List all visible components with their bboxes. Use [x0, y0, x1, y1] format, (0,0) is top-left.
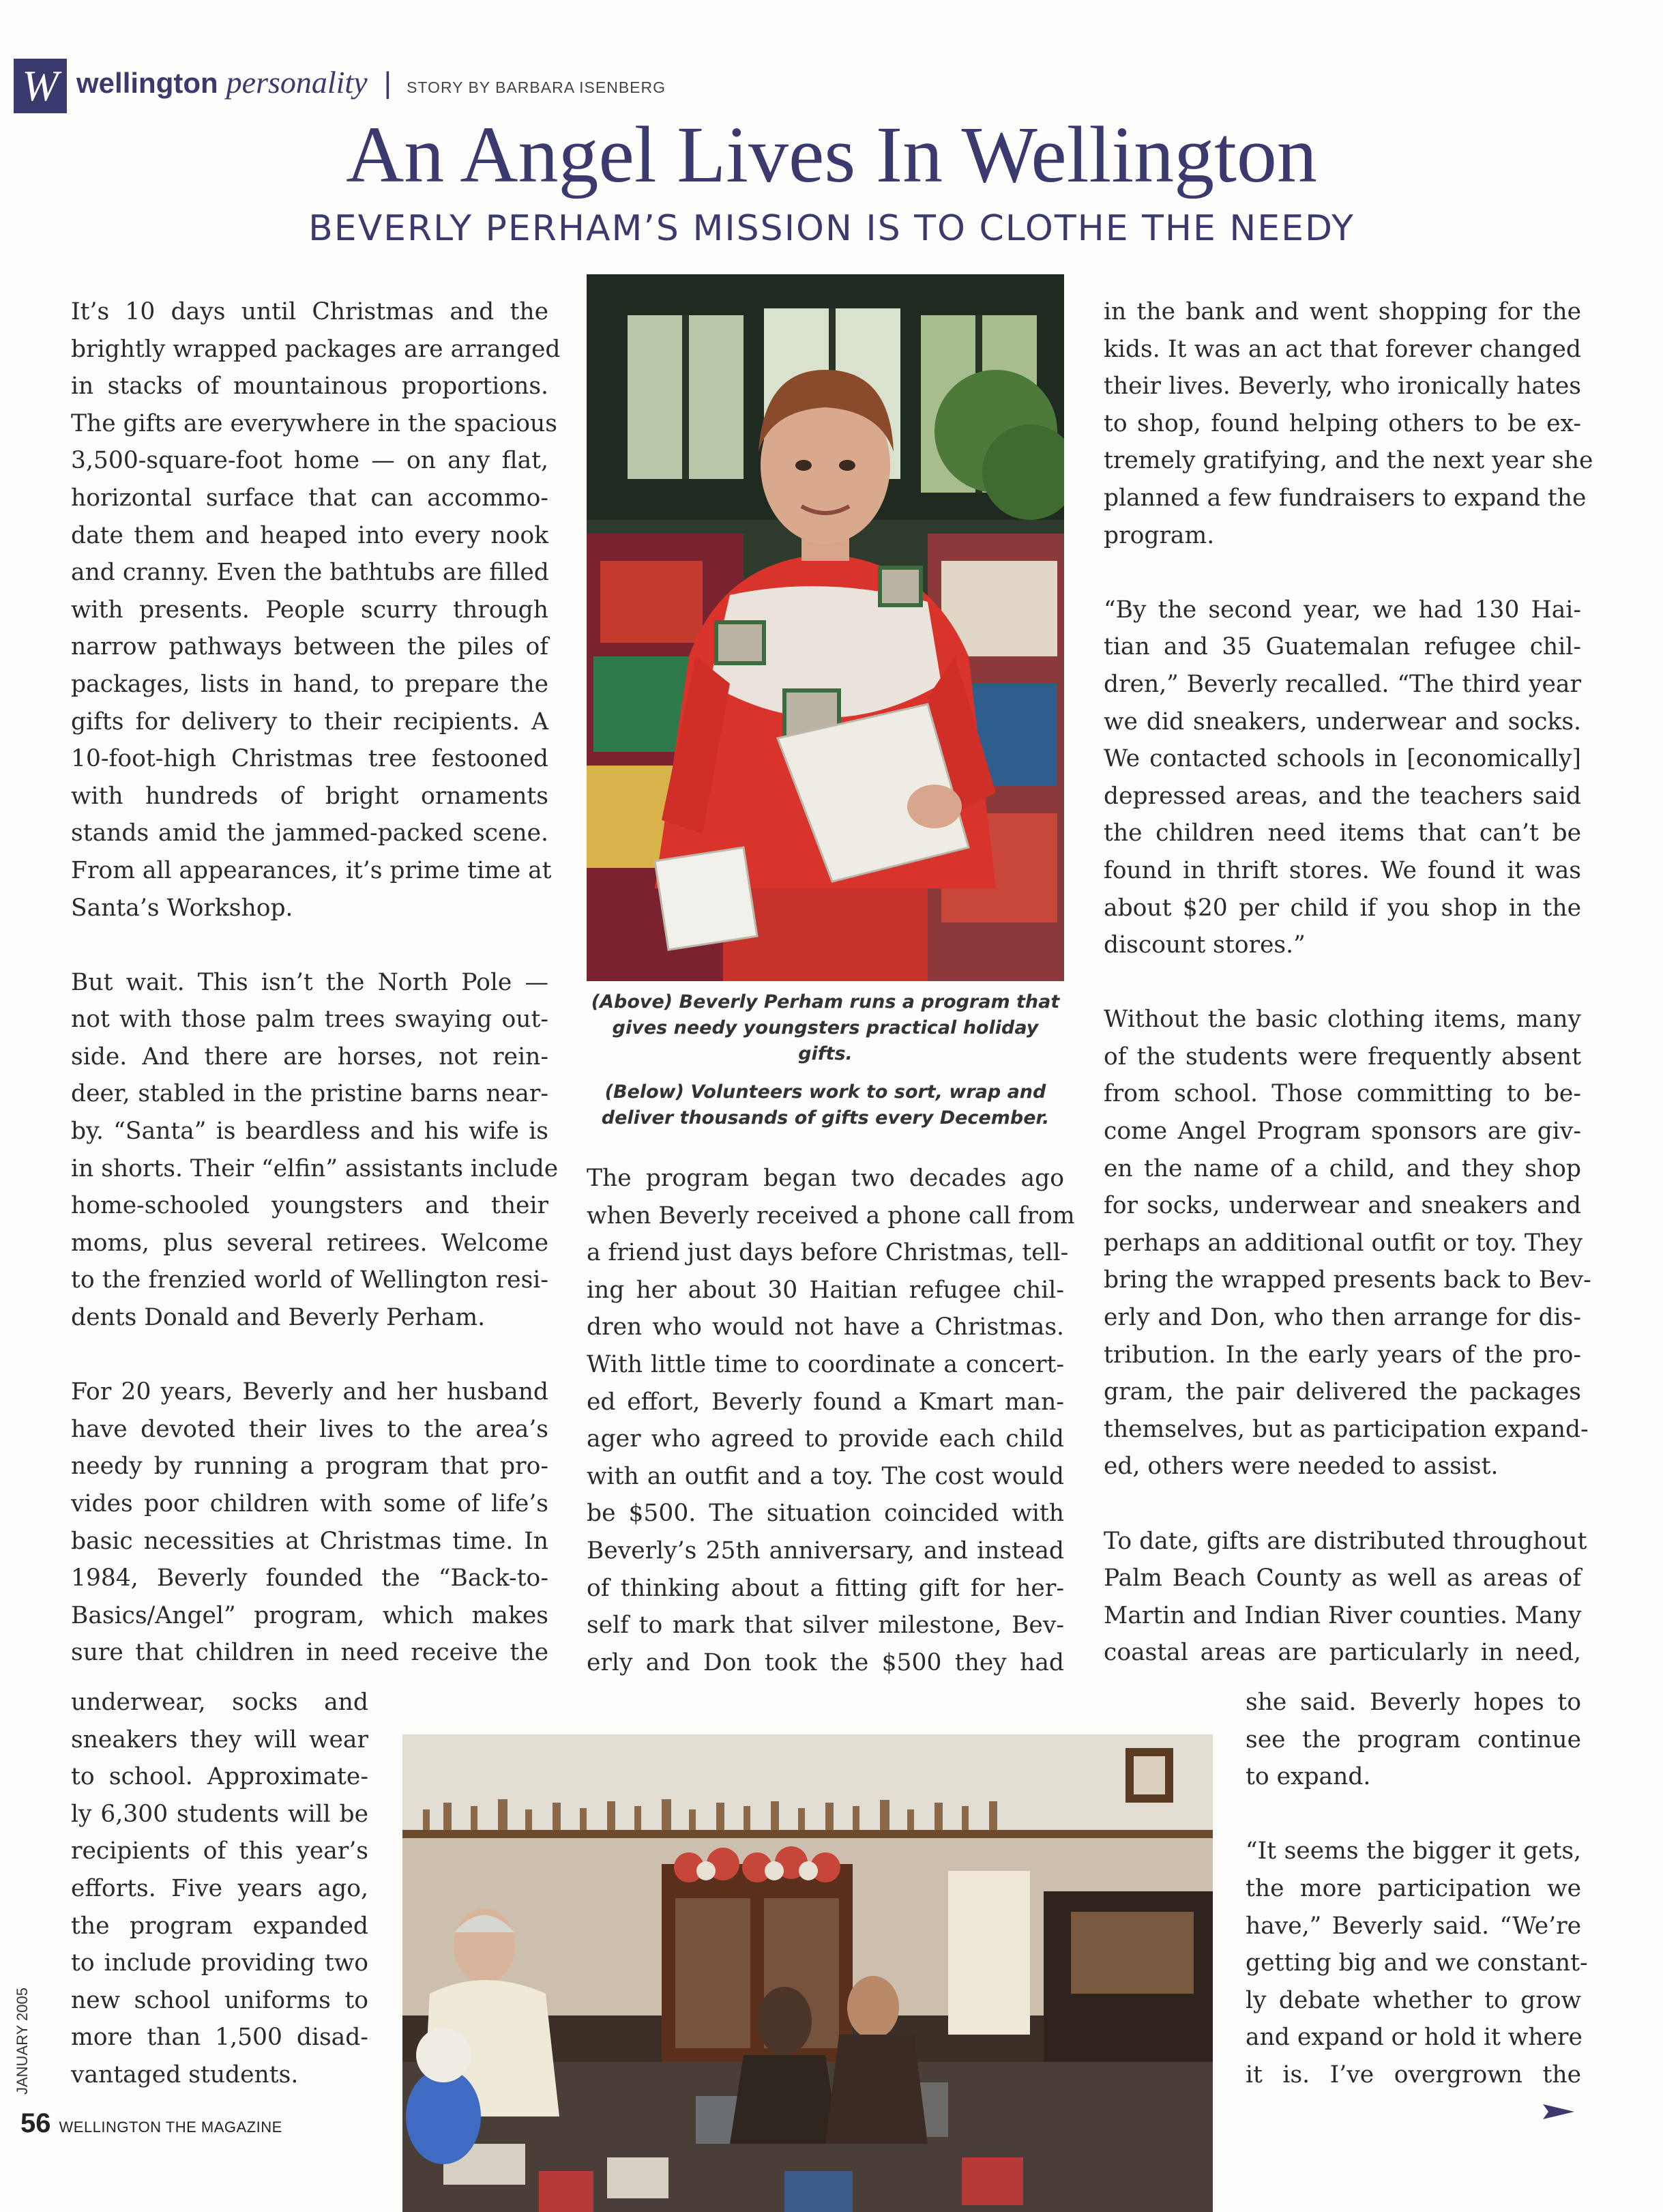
text-line: to expand.	[1246, 1763, 1371, 1791]
text-line: depressed areas, and the teachers said	[1104, 782, 1581, 810]
text-line: with presents. People scurry through	[71, 596, 548, 624]
text-line: moms, plus several retirees. Welcome	[71, 1229, 548, 1257]
text-line: It’s 10 days until Christmas and the	[71, 298, 548, 325]
text-line: in stacks of mountainous proportions.	[71, 373, 548, 401]
text-line: Without the basic clothing items, many	[1104, 1006, 1581, 1034]
text-line: For 20 years, Beverly and her husband	[71, 1378, 548, 1406]
text-line: From all appearances, it’s prime time at	[71, 856, 552, 884]
text-line: The program began two decades ago	[587, 1165, 1064, 1192]
text-line: come Angel Program sponsors are giv-	[1104, 1118, 1581, 1146]
text-line: program.	[1104, 521, 1215, 549]
text-line: Palm Beach County as well as areas of	[1104, 1565, 1581, 1592]
text-line: their lives. Beverly, who ironically hates	[1104, 373, 1581, 401]
text-line: self to mark that silver milestone, Bev-	[587, 1612, 1064, 1640]
article-headline: An Angel Lives In Wellington	[346, 110, 1317, 199]
continue-arrow-icon	[1543, 2104, 1574, 2119]
photo-beverly-perham-illustration	[587, 274, 1064, 981]
text-line: it is. I’ve overgrown the	[1246, 2061, 1581, 2089]
magazine-logo: W	[14, 59, 67, 113]
text-line: Beverly’s 25th anniversary, and instead	[587, 1537, 1064, 1565]
text-line: we did sneakers, underwear and socks.	[1104, 708, 1581, 736]
text-line: bring the wrapped presents back to Bev-	[1104, 1266, 1591, 1294]
caption-below: (Below) Volunteers work to sort, wrap and deliver thousands of gifts every December.	[601, 1081, 1050, 1129]
paragraph-gap	[1104, 554, 1581, 592]
text-line: narrow pathways between the piles of	[71, 633, 548, 661]
article-subhead: BEVERLY PERHAM’S MISSION IS TO CLOTHE THE NEEDY	[308, 208, 1355, 249]
text-line: of the students were frequently absent	[1104, 1043, 1581, 1071]
text-line: “It seems the bigger it gets,	[1246, 1837, 1581, 1865]
text-line: ing her about 30 Haitian refugee chil-	[587, 1276, 1064, 1304]
text-line: gifts for delivery to their recipients. A	[71, 708, 548, 736]
text-line: of thinking about a fitting gift for her-	[587, 1574, 1064, 1602]
text-line: vides poor children with some of life’s	[71, 1490, 548, 1517]
text-line: deer, stabled in the pristine barns near-	[71, 1080, 548, 1108]
text-line: dren,” Beverly recalled. “The third year	[1104, 670, 1581, 698]
text-line: be $500. The situation coincided with	[587, 1500, 1064, 1528]
text-line: more than 1,500 disad-	[71, 2024, 368, 2052]
text-line: side. And there are horses, not rein-	[71, 1043, 548, 1071]
text-line: 3,500-square-foot home — on any flat,	[71, 447, 548, 475]
text-line: ly debate whether to grow	[1246, 1986, 1581, 2014]
text-line: to include providing two	[71, 1949, 368, 1977]
kicker-separator: |	[383, 66, 392, 100]
paragraph-gap	[71, 1337, 548, 1374]
text-line: But wait. This isn’t the North Pole —	[71, 968, 548, 996]
text-line: brightly wrapped packages are arranged	[71, 335, 561, 363]
text-line: stands amid the jammed-packed scene.	[71, 819, 548, 847]
text-line: tian and 35 Guatemalan refugee chil-	[1104, 633, 1581, 661]
text-line: a friend just days before Christmas, tell-	[587, 1239, 1069, 1267]
text-line: sneakers they will wear	[71, 1726, 368, 1753]
text-line: “By the second year, we had 130 Hai-	[1104, 596, 1581, 624]
text-line: kids. It was an act that forever changed	[1104, 335, 1581, 363]
text-line: when Beverly received a phone call from	[587, 1202, 1075, 1229]
text-line: the children need items that can’t be	[1104, 819, 1581, 847]
text-line: 10-foot-high Christmas tree festooned	[71, 745, 548, 773]
text-line: coastal areas are particularly in need,	[1104, 1639, 1581, 1667]
body-column-right-wrap	[1246, 1684, 1588, 2094]
text-line: en the name of a child, and they shop	[1104, 1154, 1581, 1182]
caption-above: (Above) Beverly Perham runs a program that gives needy youngsters practical holiday gifts.	[591, 991, 1060, 1064]
paragraph-gap	[1104, 1485, 1581, 1523]
text-line: recipients of this year’s	[71, 1837, 368, 1865]
text-line: Santa’s Workshop.	[71, 894, 293, 922]
text-line: horizontal surface that can accommo-	[71, 484, 548, 512]
text-line: themselves, but as participation expand-	[1104, 1415, 1589, 1443]
text-line: With little time to coordinate a concert-	[587, 1350, 1064, 1378]
body-column-left	[71, 293, 561, 1672]
text-line: to the frenzied world of Wellington resi-	[71, 1266, 548, 1294]
text-line: perhaps an additional outfit or toy. They	[1104, 1229, 1583, 1257]
text-line: tribution. In the early years of the pro-	[1104, 1341, 1581, 1369]
text-line: to shop, found helping others to be ex-	[1104, 409, 1581, 437]
section-name-bold: wellington	[76, 67, 218, 99]
text-line: and cranny. Even the bathtubs are filled	[71, 559, 549, 587]
text-line: ed effort, Beverly found a Kmart man-	[587, 1388, 1064, 1416]
paragraph-gap	[1246, 1796, 1581, 1833]
text-line: she said. Beverly hopes to	[1246, 1689, 1581, 1716]
body-column-center	[587, 1160, 1075, 1681]
text-line: Martin and Indian River counties. Many	[1104, 1601, 1582, 1629]
text-line: basic necessities at Christmas time. In	[71, 1527, 548, 1555]
text-line: with hundreds of bright ornaments	[71, 782, 548, 810]
text-line: gram, the pair delivered the packages	[1104, 1378, 1581, 1406]
text-line: with an outfit and a toy. The cost would	[587, 1462, 1064, 1490]
text-line: the program expanded	[71, 1912, 368, 1940]
text-line: efforts. Five years ago,	[71, 1874, 368, 1902]
text-line: ed, others were needed to assist.	[1104, 1453, 1499, 1481]
text-line: have,” Beverly said. “We’re	[1246, 1912, 1581, 1940]
photo-volunteers	[402, 1734, 1213, 2212]
text-line: planned a few fundraisers to expand the	[1104, 484, 1587, 512]
body-column-right	[1104, 293, 1593, 1672]
text-line: date them and heaped into every nook	[71, 521, 548, 549]
text-line: discount stores.”	[1104, 931, 1306, 959]
text-line: by. “Santa” is beardless and his wife is	[71, 1118, 548, 1146]
text-line: new school uniforms to	[71, 1986, 368, 2014]
text-line: We contacted schools in [economically]	[1104, 745, 1581, 773]
section-name-italic: personality	[226, 65, 368, 100]
text-line: packages, lists in hand, to prepare the	[71, 670, 548, 698]
text-line: To date, gifts are distributed throughout	[1104, 1527, 1587, 1555]
magazine-name: WELLINGTON THE MAGAZINE	[59, 2119, 282, 2136]
text-line: to school. Approximate-	[71, 1763, 368, 1791]
body-column-left-wrap	[71, 1684, 368, 2094]
text-line: about $20 per child if you shop in the	[1104, 894, 1581, 922]
page-folio	[20, 2108, 282, 2139]
text-line: erly and Don, who then arrange for dis-	[1104, 1304, 1581, 1332]
text-line: the more participation we	[1246, 1874, 1581, 1902]
text-line: for socks, underwear and sneakers and	[1104, 1192, 1581, 1220]
text-line: in the bank and went shopping for the	[1104, 298, 1581, 325]
text-line: Basics/Angel” program, which makes	[71, 1601, 548, 1629]
page-number: 56	[20, 2108, 51, 2138]
byline: STORY BY BARBARA ISENBERG	[407, 78, 666, 96]
text-line: ager who agreed to provide each child	[587, 1425, 1064, 1453]
text-line: dren who would not have a Christmas.	[587, 1313, 1064, 1341]
text-line: have devoted their lives to the area’s	[71, 1415, 548, 1443]
section-kicker	[76, 64, 666, 112]
text-line: dents Donald and Beverly Perham.	[71, 1304, 486, 1332]
issue-date: JANUARY 2005	[14, 1988, 31, 2095]
text-line: from school. Those committing to be-	[1104, 1080, 1581, 1108]
photo-volunteers-illustration	[402, 1734, 1213, 2212]
text-line: see the program continue	[1246, 1726, 1581, 1753]
paragraph-gap	[71, 927, 548, 964]
text-line: and expand or hold it where	[1246, 2024, 1583, 2052]
text-line: tremely gratifying, and the next year she	[1104, 447, 1593, 475]
text-line: sure that children in need receive the	[71, 1639, 548, 1667]
text-line: needy by running a program that pro-	[71, 1453, 548, 1481]
text-line: The gifts are everywhere in the spacious	[71, 409, 557, 437]
text-line: getting big and we constant-	[1246, 1949, 1588, 1977]
text-line: in shorts. Their “elfin” assistants include	[71, 1154, 559, 1182]
text-line: 1984, Beverly founded the “Back-to-	[71, 1565, 548, 1592]
photo-caption	[587, 989, 1064, 1144]
photo-beverly-perham	[587, 274, 1064, 981]
text-line: vantaged students.	[71, 2061, 299, 2089]
text-line: ly 6,300 students will be	[71, 1800, 368, 1828]
text-line: underwear, socks and	[71, 1689, 368, 1716]
paragraph-gap	[1104, 964, 1581, 1002]
text-line: home-schooled youngsters and their	[71, 1192, 548, 1220]
text-line: not with those palm trees swaying out-	[71, 1006, 548, 1034]
text-line: erly and Don took the $500 they had	[587, 1648, 1064, 1676]
text-line: found in thrift stores. We found it was	[1104, 856, 1581, 884]
